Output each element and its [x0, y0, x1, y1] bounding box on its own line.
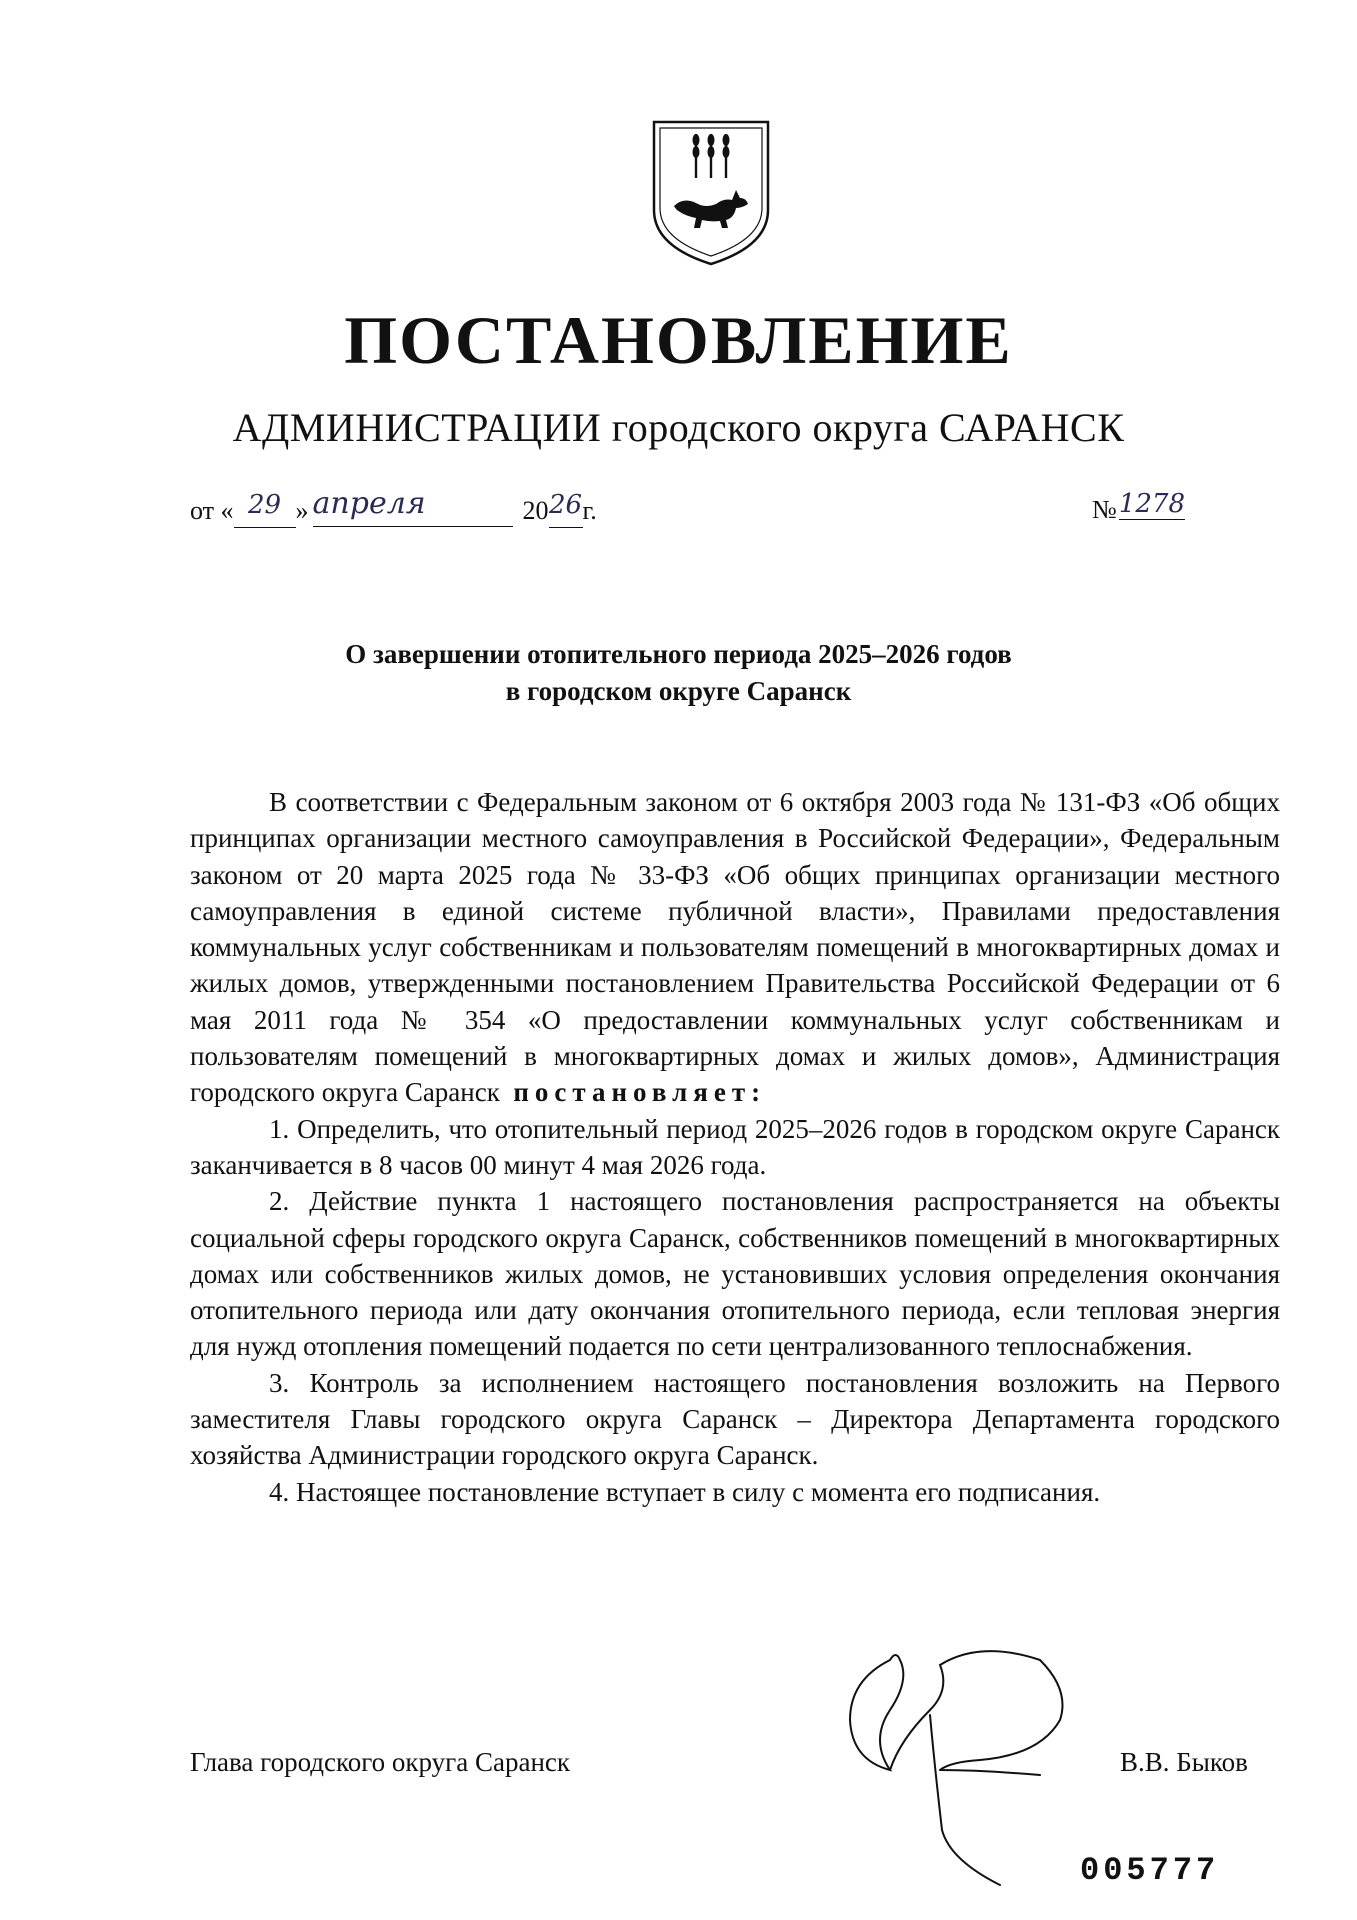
date-line [190, 488, 597, 534]
signatory-name: В.В. Быков [1120, 1747, 1248, 1777]
date-year-end: г. [582, 496, 597, 525]
number-label: № [1092, 495, 1117, 524]
item-2-paragraph: 2. Действие пункта 1 настоящего постановления распространяется на объекты социальной сферы городского округа Саранск, собственников помещений в многоквартирных домах или собственников жилых домов, не установивших условия определения окончания отопительного периода или дату окончания отопительного периода, если тепловая энергия для нужд отопления помещений подается по сети централизованного теплоснабжения. [190, 1186, 1280, 1362]
date-day-field: 29 [234, 483, 296, 528]
date-year-field: 26 [549, 483, 583, 528]
city-coat-of-arms-icon [650, 118, 772, 268]
handwritten-signature-icon [830, 1620, 1110, 1890]
decree-word: постановляет: [513, 1077, 767, 1108]
heading-line-1: О завершении отопительного периода 2025–2026 годов [345, 639, 1012, 669]
heading-line-2: в городском округе Саранск [505, 676, 852, 706]
serial-number: 005777 [1080, 1852, 1220, 1889]
document-number-line [1092, 488, 1185, 532]
date-prefix: от « [190, 496, 234, 525]
intro-text: В соответствии с Федеральным законом от 6 октября 2003 года № 131-ФЗ «Об общих принципах организации местного самоуправления в Российской Федерации», Федеральным законом от 20 марта 2025 года № 33-ФЗ «Об общих принципах организации местного самоуправления в единой системе публичной власти», Правилами предоставления коммунальных услуг собственникам и пользователям помещений в многоквартирных домах и жилых домов, утвержденными постановлением Правительства Российской Федерации от 6 мая 2011 года № 354 «О предоставлении коммунальных услуг собственникам и пользователям помещений в многоквартирных домах и жилых домов», Администрация городского округа Саранск [190, 787, 1280, 1108]
item-1-paragraph: 1. Определить, что отопительный период 2025–2026 годов в городском округе Саранск заканчивается в 8 часов 00 минут 4 мая 2026 года. [190, 1113, 1280, 1180]
signatory-position: Глава городского округа Саранск [190, 1747, 571, 1777]
date-mid: » [295, 496, 309, 525]
document-heading [0, 636, 1357, 710]
document-subtitle: АДМИНИСТРАЦИИ городского округа САРАНСК [232, 405, 1125, 450]
document-title: ПОСТАНОВЛЕНИЕ [344, 302, 1013, 378]
item-3-paragraph: 3. Контроль за исполнением настоящего постановления возложить на Первого заместителя Главы городского округа Саранск – Директора Департамента городского хозяйства Администрации городского округа Саранск. [190, 1367, 1280, 1471]
date-year-prefix: 20 [522, 496, 549, 525]
intro-paragraph [190, 784, 1280, 1111]
document-number-field: 1278 [1118, 489, 1185, 519]
date-month-field: апреля [313, 482, 513, 527]
item-4-paragraph: 4. Настоящее постановление вступает в силу с момента его подписания. [269, 1476, 1101, 1507]
document-body [190, 784, 1280, 1510]
